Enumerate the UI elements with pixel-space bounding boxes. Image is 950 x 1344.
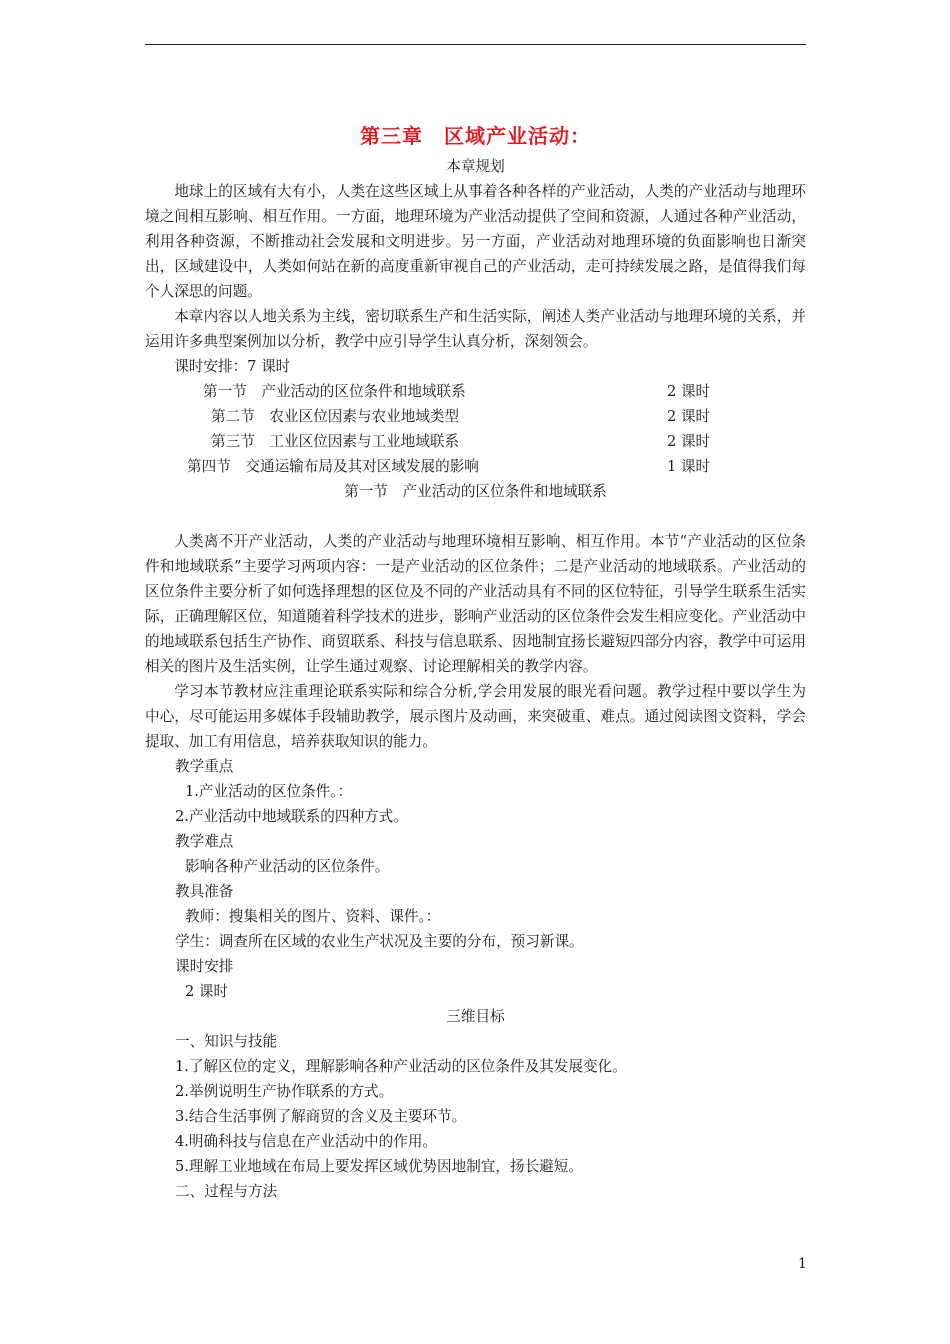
class-hours-label: 课时安排 [175, 958, 234, 975]
blank-line [145, 504, 806, 529]
header-rule [145, 44, 806, 45]
materials-teacher: 教师：搜集相关的图片、资料、课件。： [185, 908, 441, 925]
chapter-subtitle: 本章规划 [446, 158, 505, 175]
schedule-label: 课时安排：7 课时 [174, 358, 291, 375]
schedule-row-2 [145, 404, 806, 429]
schedule-hours: 2 课时 [667, 408, 711, 425]
key-points-label: 教学重点 [175, 758, 234, 775]
materials-label: 教具准备 [175, 883, 234, 900]
intro-paragraph-2: 本章内容以人地关系为主线，密切联系生产和生活实际，阐述人类产业活动与地理环境的关系，并运用许多典型案例加以分析，教学中应引导学生认真分析，深刻领会。 [145, 308, 806, 350]
key-point-1: 1.产业活动的区位条件。： [185, 783, 353, 800]
page-number: 1 [798, 1256, 807, 1272]
class-hours-value: 2 课时 [185, 983, 229, 1000]
schedule-row-1 [145, 379, 806, 404]
difficulty-text: 影响各种产业活动的区位条件。 [185, 858, 390, 875]
schedule-hours: 1 课时 [667, 458, 711, 475]
intro-paragraph-1: 地球上的区域有大有小，人类在这些区域上从事着各种各样的产业活动，人类的产业活动与地理环境之间相互影响、相互作用。一方面，地理环境为产业活动提供了空间和资源，人通过各种产业活动，利用各种资源，不断推动社会发展和文明进步。另一方面，产业活动对地理环境的负面影响也日渐突出，区域建设中，人类如何站在新的高度重新审视自己的产业活动，走可持续发展之路，是值得我们每个人深思的问题。 [145, 183, 806, 300]
section-paragraph-1: 人类离不开产业活动，人类的产业活动与地理环境相互影响、相互作用。本节“产业活动的区位条件和地域联系”主要学习两项内容：一是产业活动的区位条件；二是产业活动的地域联系。产业活动的区位条件主要分析了如何选择理想的区位及不同的产业活动具有不同的区位特征，引导学生联系生活实际，正确理解区位，知道随着科学技术的进步，影响产业活动的区位条件会发生相应变化。产业活动中的地域联系包括生产协作、商贸联系、科技与信息联系、因地制宜扬长避短四部分内容，教学中可运用相关的图片及生活实例，让学生通过观察、讨论理解相关的教学内容。 [145, 533, 806, 675]
schedule-name: 第二节 农业区位因素与农业地域类型 [211, 408, 460, 425]
objective-1-item: 1.了解区位的定义，理解影响各种产业活动的区位条件及其发展变化。 [175, 1058, 627, 1075]
schedule-name: 第三节 工业区位因素与工业地域联系 [211, 433, 460, 450]
objective-1-item: 5.理解工业地域在布局上要发挥区域优势因地制宜，扬长避短。 [175, 1158, 583, 1175]
schedule-row-4 [145, 454, 806, 479]
objective-1-item: 2.举例说明生产协作联系的方式。 [175, 1083, 394, 1100]
objective-1-label: 一、知识与技能 [175, 1033, 278, 1050]
difficulty-label: 教学难点 [175, 833, 234, 850]
objective-1-item: 4.明确科技与信息在产业活动中的作用。 [175, 1133, 438, 1150]
document-body [145, 118, 806, 1204]
key-point-2: 2.产业活动中地域联系的四种方式。 [175, 808, 408, 825]
objective-1-item: 3.结合生活事例了解商贸的含义及主要环节。 [175, 1108, 467, 1125]
section-title: 第一节 产业活动的区位条件和地域联系 [344, 483, 607, 500]
schedule-name: 第四节 交通运输布局及其对区域发展的影响 [187, 458, 479, 475]
section-paragraph-2: 学习本节教材应注重理论联系实际和综合分析,学会用发展的眼光看问题。教学过程中要以学生为中心，尽可能运用多媒体手段辅助教学，展示图片及动画，来突破重、难点。通过阅读图文资料，学会提取、加工有用信息，培养获取知识的能力。 [145, 683, 806, 750]
schedule-hours: 2 课时 [667, 383, 711, 400]
schedule-hours: 2 课时 [667, 433, 711, 450]
schedule-name: 第一节 产业活动的区位条件和地域联系 [203, 383, 466, 400]
objectives-title: 三维目标 [446, 1008, 505, 1025]
schedule-row-3 [145, 429, 806, 454]
chapter-title: 第三章 区域产业活动： [360, 124, 591, 148]
objective-2-label: 二、过程与方法 [175, 1183, 278, 1200]
materials-student: 学生：调查所在区域的农业生产状况及主要的分布，预习新课。 [175, 933, 584, 950]
